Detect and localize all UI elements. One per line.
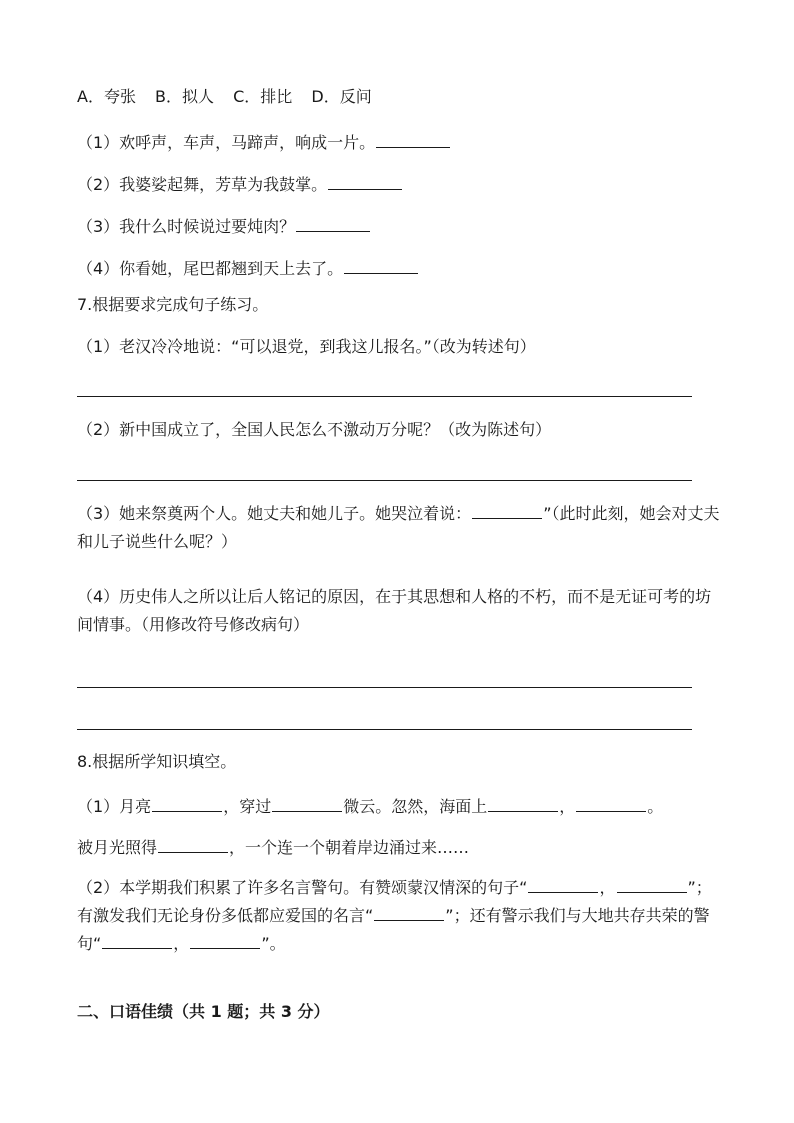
option-d: D．反问	[311, 87, 372, 106]
q8-item-2-text-5: ，	[173, 934, 190, 953]
q8-item-2-text-2: ，	[599, 878, 616, 897]
q8-item-1-text-4: ，	[559, 797, 576, 816]
q6-options	[77, 87, 386, 109]
option-b: B．拟人	[155, 87, 215, 106]
q7-item-1: （1）老汉冷冷地说：“可以退党，到我这儿报名。”（改为转述句）	[77, 337, 536, 356]
q8-item-2-blank-1[interactable]	[528, 876, 598, 893]
q8-item-1-line-1	[77, 795, 663, 817]
q8-item-2-text-4: ”；还有警示我们与大地共存共荣的警句“	[77, 906, 710, 953]
q8-item-2	[77, 874, 723, 958]
q7-item-3-text-before: （3）她来祭奠两个人。她丈夫和她儿子。她哭泣着说：	[77, 504, 472, 523]
section-2-heading: 二、口语佳绩（共 1 题；共 3 分）	[77, 1002, 330, 1021]
q8-item-1-blank-2[interactable]	[272, 795, 342, 812]
q6-item-2-blank[interactable]	[328, 173, 402, 190]
q8-item-1-text-3: 微云。忽然，海面上	[343, 797, 488, 816]
q8-title: 8.根据所学知识填空。	[77, 752, 237, 771]
q7-item-3	[77, 500, 723, 556]
q8-item-2-blank-2[interactable]	[617, 876, 687, 893]
q6-item-2-text: （2）我婆娑起舞，芳草为我鼓掌。	[77, 175, 328, 194]
q8-item-2-text-3: ”；有激发我们无论身份多低都应爱国的名言“	[77, 878, 712, 925]
q8-item-1-line-2	[77, 836, 469, 858]
q8-item-2-blank-5[interactable]	[190, 932, 260, 949]
q8-item-2-blank-4[interactable]	[102, 932, 172, 949]
q8-item-2-text-1: （2）本学期我们积累了许多名言警句。有赞颂蒙汉情深的句子“	[77, 878, 528, 897]
q7-item-4-answer-line-2[interactable]	[77, 729, 692, 730]
q7-item-4: （4）历史伟人之所以让后人铭记的原因，在于其思想和人格的不朽，而不是无证可考的坊间情事。（用修改符号修改病句）	[77, 587, 712, 634]
q7-item-2: （2）新中国成立了，全国人民怎么不激动万分呢？（改为陈述句）	[77, 420, 552, 439]
q8-item-1-blank-5[interactable]	[158, 836, 228, 853]
q8-item-2-text-6: ”。	[261, 934, 286, 953]
q7-item-2-answer-line[interactable]	[77, 480, 692, 481]
q8-item-1-text-2: ，穿过	[223, 797, 272, 816]
q8-item-1-line-2-text-2: ，一个连一个朝着岸边涌过来……	[229, 838, 470, 857]
q6-item-1-blank[interactable]	[376, 131, 450, 148]
q6-item-3-text: （3）我什么时候说过要炖肉？	[77, 217, 296, 236]
q6-item-3-blank[interactable]	[296, 215, 370, 232]
q6-item-2	[77, 173, 403, 195]
q8-item-1-line-2-text-1: 被月光照得	[77, 838, 158, 857]
q6-item-1	[77, 131, 451, 153]
q7-item-1-answer-line[interactable]	[77, 396, 692, 397]
q6-item-3	[77, 215, 371, 237]
q8-item-1-text-5: 。	[647, 797, 664, 816]
q7-item-3-text-after: ”（此时此刻，她会对丈夫和儿子说些什么呢？）	[77, 504, 720, 551]
q7-item-4-answer-line-1[interactable]	[77, 687, 692, 688]
q7-title: 7.根据要求完成句子练习。	[77, 295, 269, 314]
q6-item-1-text: （1）欢呼声，车声，马蹄声，响成一片。	[77, 133, 376, 152]
q8-item-1-text-1: （1）月亮	[77, 797, 152, 816]
q7-item-3-blank[interactable]	[472, 502, 542, 519]
q8-item-1-blank-1[interactable]	[152, 795, 222, 812]
q8-item-2-blank-3[interactable]	[374, 904, 444, 921]
q6-item-4-blank[interactable]	[344, 257, 418, 274]
option-c: C．排比	[233, 87, 293, 106]
q8-item-1-blank-4[interactable]	[576, 795, 646, 812]
q8-item-1-blank-3[interactable]	[488, 795, 558, 812]
option-a: A．夸张	[77, 87, 136, 106]
q6-item-4	[77, 257, 419, 279]
q6-item-4-text: （4）你看她，尾巴都翘到天上去了。	[77, 259, 344, 278]
